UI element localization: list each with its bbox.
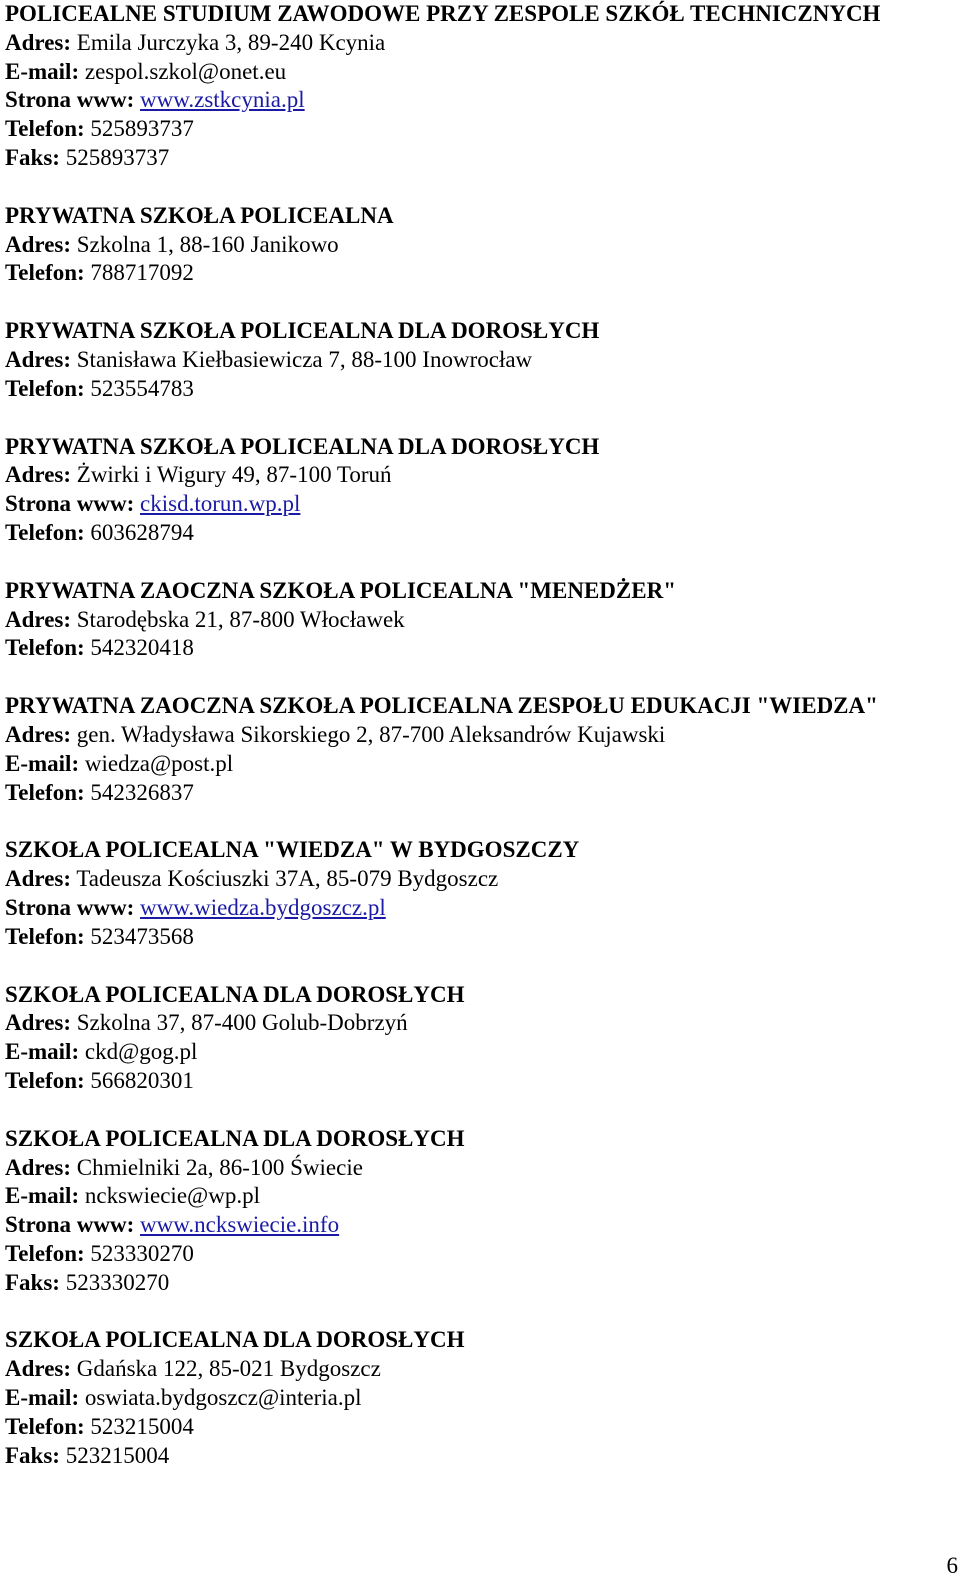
website-line <box>5 1211 935 1240</box>
phone-value: 523330270 <box>90 1240 194 1266</box>
school-entry <box>5 1125 935 1298</box>
address-label: Adres: <box>5 866 72 892</box>
address-line <box>5 346 935 375</box>
address-line <box>5 1009 935 1038</box>
phone-label: Telefon: <box>5 1413 85 1439</box>
phone-line <box>5 634 935 663</box>
school-name: POLICEALNE STUDIUM ZAWODOWE PRZY ZESPOLE SZKÓŁ TECHNICZNYCH <box>5 1 881 26</box>
school-entry <box>5 577 935 663</box>
address-line <box>5 721 935 750</box>
phone-label: Telefon: <box>5 635 85 661</box>
phone-label: Telefon: <box>5 519 85 545</box>
address-line <box>5 231 935 260</box>
school-name: PRYWATNA SZKOŁA POLICEALNA DLA DOROSŁYCH <box>5 318 600 344</box>
school-name: PRYWATNA SZKOŁA POLICEALNA DLA DOROSŁYCH <box>5 433 600 459</box>
school-entry <box>5 202 935 288</box>
phone-value: 525893737 <box>90 116 194 142</box>
phone-line <box>5 375 935 404</box>
school-entry <box>5 1326 935 1470</box>
phone-value: 523473568 <box>90 923 194 949</box>
address-value: Emila Jurczyka 3, 89-240 Kcynia <box>76 29 386 55</box>
phone-value: 788717092 <box>90 260 194 286</box>
school-entry <box>5 433 935 548</box>
address-label: Adres: <box>5 231 72 257</box>
phone-line <box>5 519 935 548</box>
phone-value: 542320418 <box>90 635 194 661</box>
address-line <box>5 1355 935 1384</box>
school-name: SZKOŁA POLICEALNA DLA DOROSŁYCH <box>5 981 465 1007</box>
school-name: PRYWATNA SZKOŁA POLICEALNA <box>5 202 394 228</box>
address-value: Starodębska 21, 87-800 Włocławek <box>76 606 405 632</box>
fax-value: 523215004 <box>65 1442 170 1468</box>
email-label: E-mail: <box>5 1039 80 1065</box>
email-label: E-mail: <box>5 750 80 776</box>
website-label: Strona www: <box>5 491 135 517</box>
phone-label: Telefon: <box>5 1240 85 1266</box>
email-line <box>5 750 935 779</box>
phone-line <box>5 1413 935 1442</box>
phone-label: Telefon: <box>5 260 85 286</box>
address-label: Adres: <box>5 606 72 632</box>
phone-value: 566820301 <box>90 1067 194 1093</box>
email-value: zespol.szkol@onet.eu <box>84 58 287 84</box>
phone-value: 523554783 <box>90 375 194 401</box>
email-label: E-mail: <box>5 1183 80 1209</box>
address-label: Adres: <box>5 346 72 372</box>
phone-label: Telefon: <box>5 116 85 142</box>
school-entry <box>5 317 935 403</box>
email-value: oswiata.bydgoszcz@interia.pl <box>84 1385 362 1411</box>
website-line <box>5 490 935 519</box>
website-link[interactable]: www.wiedza.bydgoszcz.pl <box>140 894 386 920</box>
email-line <box>5 1384 935 1413</box>
email-value: ckd@gog.pl <box>84 1039 198 1065</box>
phone-line <box>5 259 935 288</box>
address-value: Gdańska 122, 85-021 Bydgoszcz <box>76 1356 381 1382</box>
email-label: E-mail: <box>5 1385 80 1411</box>
phone-value: 523215004 <box>90 1413 194 1439</box>
school-entry <box>5 981 935 1096</box>
address-label: Adres: <box>5 29 72 55</box>
phone-line <box>5 779 935 808</box>
email-line <box>5 1182 935 1211</box>
phone-line <box>5 1067 935 1096</box>
email-line <box>5 1038 935 1067</box>
school-entry <box>5 692 935 807</box>
phone-value: 603628794 <box>90 519 194 545</box>
fax-value: 523330270 <box>65 1269 170 1295</box>
website-label: Strona www: <box>5 894 135 920</box>
address-value: Stanisława Kiełbasiewicza 7, 88-100 Inowrocław <box>76 346 533 372</box>
fax-line <box>5 1442 935 1471</box>
address-label: Adres: <box>5 721 72 747</box>
fax-line <box>5 144 935 173</box>
phone-label: Telefon: <box>5 375 85 401</box>
address-line <box>5 29 935 58</box>
website-link[interactable]: ckisd.torun.wp.pl <box>140 491 301 517</box>
website-line <box>5 894 935 923</box>
website-label: Strona www: <box>5 1212 135 1238</box>
phone-label: Telefon: <box>5 779 85 805</box>
school-name: PRYWATNA ZAOCZNA SZKOŁA POLICEALNA "MENEDŻER" <box>5 577 676 603</box>
email-line <box>5 58 935 87</box>
address-label: Adres: <box>5 1010 72 1036</box>
phone-label: Telefon: <box>5 923 85 949</box>
website-line <box>5 86 935 115</box>
phone-label: Telefon: <box>5 1067 85 1093</box>
address-value: Tadeusza Kościuszki 37A, 85-079 Bydgoszcz <box>76 866 499 892</box>
website-label: Strona www: <box>5 87 135 113</box>
address-line <box>5 865 935 894</box>
fax-label: Faks: <box>5 1269 60 1295</box>
page-number: 6 <box>946 1553 958 1578</box>
address-label: Adres: <box>5 462 72 488</box>
school-name: SZKOŁA POLICEALNA DLA DOROSŁYCH <box>5 1327 465 1353</box>
address-value: Szkolna 37, 87-400 Golub-Dobrzyń <box>76 1010 408 1036</box>
school-entry <box>5 0 935 173</box>
phone-line <box>5 923 935 952</box>
email-label: E-mail: <box>5 58 80 84</box>
phone-line <box>5 1240 935 1269</box>
fax-value: 525893737 <box>65 144 170 170</box>
school-entry <box>5 836 935 951</box>
fax-line <box>5 1269 935 1298</box>
fax-label: Faks: <box>5 1442 60 1468</box>
email-value: nckswiecie@wp.pl <box>84 1183 260 1209</box>
phone-line <box>5 115 935 144</box>
address-value: gen. Władysława Sikorskiego 2, 87-700 Aleksandrów Kujawski <box>76 721 666 747</box>
website-link[interactable]: www.zstkcynia.pl <box>140 87 305 113</box>
address-line <box>5 461 935 490</box>
email-value: wiedza@post.pl <box>84 750 234 776</box>
phone-value: 542326837 <box>90 779 194 805</box>
address-value: Szkolna 1, 88-160 Janikowo <box>76 231 339 257</box>
address-line <box>5 1154 935 1183</box>
school-name: SZKOŁA POLICEALNA "WIEDZA" W BYDGOSZCZY <box>5 837 580 863</box>
website-link[interactable]: www.nckswiecie.info <box>140 1212 340 1238</box>
address-label: Adres: <box>5 1356 72 1382</box>
fax-label: Faks: <box>5 144 60 170</box>
address-label: Adres: <box>5 1154 72 1180</box>
school-name: PRYWATNA ZAOCZNA SZKOŁA POLICEALNA ZESPOŁU EDUKACJI "WIEDZA" <box>5 693 878 719</box>
address-value: Chmielniki 2a, 86-100 Świecie <box>76 1154 363 1180</box>
address-line <box>5 606 935 635</box>
school-name: SZKOŁA POLICEALNA DLA DOROSŁYCH <box>5 1125 465 1151</box>
document-page <box>5 0 935 1499</box>
address-value: Żwirki i Wigury 49, 87-100 Toruń <box>76 462 392 488</box>
